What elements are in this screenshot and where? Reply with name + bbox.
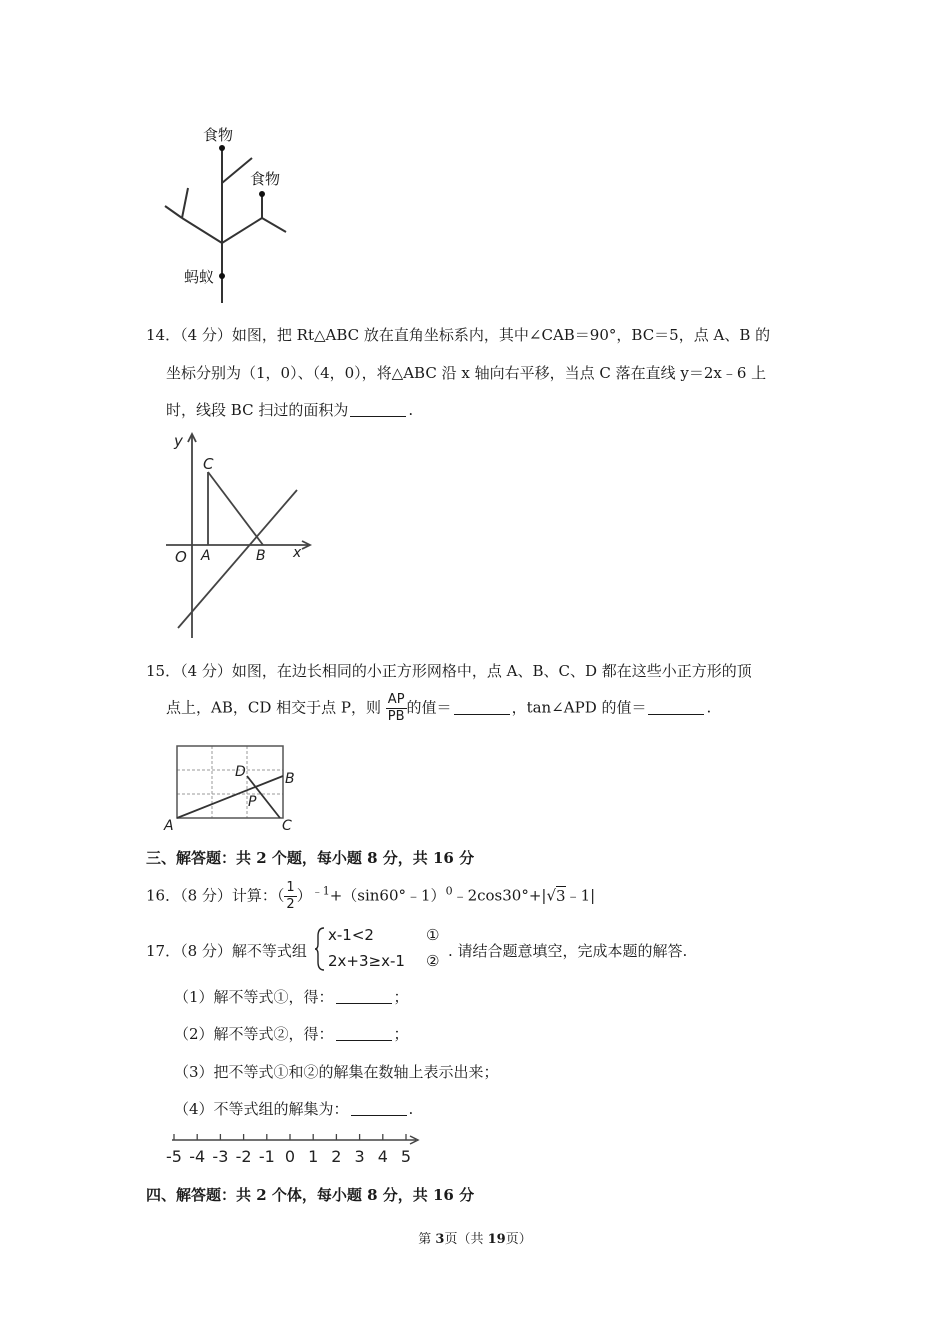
q16-mid2: ﹣2cos30°+| xyxy=(452,886,547,905)
q17-intro: 17．（8 分）解不等式组 xyxy=(146,942,307,960)
label-c: C xyxy=(282,818,292,834)
section-three-heading: 三、解答题：共 2 个题，每小题 8 分，共 16 分 xyxy=(146,849,475,867)
q14-line3-end: . xyxy=(408,401,414,419)
q16-end: ﹣1| xyxy=(565,886,596,905)
tick-label: 1 xyxy=(308,1147,319,1166)
label-b: B xyxy=(256,548,266,564)
coordinate-figure xyxy=(160,430,320,645)
label-b: B xyxy=(285,771,295,787)
q16 xyxy=(146,880,595,913)
brace-icon xyxy=(314,926,326,972)
q14-line2: 坐标分别为（1，0）、（4，0），将△ABC 沿 x 轴向右平移，当点 C 落在直线 y＝2x﹣6 上 xyxy=(166,364,767,382)
step1-end: ； xyxy=(393,988,409,1006)
step4-end: . xyxy=(408,1100,414,1118)
sqrt-sign: √ xyxy=(546,886,557,905)
q15-line2-text: 点上，AB，CD 相交于点 P，则 xyxy=(166,698,381,717)
q17-step2 xyxy=(174,1023,409,1044)
q14-line3 xyxy=(166,399,413,420)
step2-text: （2）解不等式②，得： xyxy=(174,1025,334,1043)
one-half-fraction xyxy=(284,880,296,913)
answer-blank-1[interactable] xyxy=(454,700,510,715)
step2-end: ； xyxy=(393,1025,409,1043)
answer-blank-step4[interactable] xyxy=(351,1101,407,1116)
footer-post: 页） xyxy=(505,1232,532,1247)
q16-paren: ） xyxy=(296,886,312,905)
segment-ab xyxy=(177,776,283,818)
q17-step4 xyxy=(174,1098,413,1119)
q15-line2-mid2: ，tan∠APD 的值＝ xyxy=(511,698,647,717)
label-c: C xyxy=(203,455,214,473)
ant-label: 蚂蚁 xyxy=(184,268,215,286)
inequality-2: 2x+3≥x-1 xyxy=(328,952,405,970)
tick-label: 2 xyxy=(331,1147,342,1166)
label-y: y xyxy=(174,432,183,450)
mark-1: ① xyxy=(426,926,440,944)
q16-mid: +（sin60°﹣1） xyxy=(329,886,446,905)
q17-step1 xyxy=(174,986,409,1007)
label-p: P xyxy=(248,794,257,810)
q17-step3: （3）把不等式①和②的解集在数轴上表示出来； xyxy=(174,1063,499,1081)
q14-line3-text: 时，线段 BC 扫过的面积为 xyxy=(166,401,349,419)
footer-page: 3 xyxy=(435,1232,445,1247)
food-top-label: 食物 xyxy=(203,126,234,144)
tick-label: 4 xyxy=(377,1147,388,1166)
tick-label: -4 xyxy=(189,1147,206,1166)
label-a: A xyxy=(164,818,174,834)
q15-line2-mid: 的值＝ xyxy=(406,698,452,717)
fraction-denominator: PB xyxy=(387,709,405,724)
exponent-neg-one: ﹣1 xyxy=(311,884,330,898)
answer-blank-2[interactable] xyxy=(648,700,704,715)
fraction-numerator: AP xyxy=(386,692,407,709)
tick-label: -3 xyxy=(212,1147,229,1166)
q14-line1: 14．（4 分）如图，把 Rt△ABC 放在直角坐标系内，其中∠CAB＝90°，BC＝5，点 A、B 的 xyxy=(146,326,771,344)
tick-label: 5 xyxy=(400,1147,412,1166)
label-a: A xyxy=(201,548,211,564)
q15-line2-end: . xyxy=(706,698,712,717)
exponent-zero: 0 xyxy=(445,884,453,898)
label-o: O xyxy=(175,548,187,566)
grid-figure xyxy=(160,738,305,834)
side-cb xyxy=(208,472,263,545)
ap-over-pb-fraction xyxy=(386,692,407,725)
step1-text: （1）解不等式①，得： xyxy=(174,988,334,1006)
label-d: D xyxy=(235,764,246,780)
q16-text: 16．（8 分）计算：（ xyxy=(146,886,285,905)
page-footer xyxy=(0,1228,950,1247)
tick-label: -5 xyxy=(166,1147,182,1166)
mark-2: ② xyxy=(426,952,440,970)
answer-blank-step1[interactable] xyxy=(336,989,392,1004)
tick-label: -2 xyxy=(235,1147,252,1166)
number-line xyxy=(160,1130,430,1170)
fraction-numerator: 1 xyxy=(286,880,295,895)
footer-pre: 第 xyxy=(418,1232,436,1247)
tick-label: 3 xyxy=(354,1147,365,1166)
label-x: x xyxy=(293,545,302,561)
footer-total: 19 xyxy=(487,1232,506,1247)
inequality-1: x-1<2 xyxy=(328,926,374,944)
section-four-heading: 四、解答题：共 2 个体，每小题 8 分，共 16 分 xyxy=(146,1186,475,1204)
ant-food-figure xyxy=(160,118,300,308)
fraction-denominator: 2 xyxy=(286,897,295,912)
q15-line1: 15．（4 分）如图，在边长相同的小正方形网格中，点 A、B、C、D 都在这些小正方形的顶 xyxy=(146,662,752,680)
answer-blank[interactable] xyxy=(350,402,406,417)
step4-text: （4）不等式组的解集为： xyxy=(174,1100,349,1118)
food-top-dot xyxy=(219,145,225,151)
tick-label: 0 xyxy=(284,1147,296,1166)
sqrt-radicand: 3 xyxy=(556,886,566,905)
footer-mid: 页（共 xyxy=(444,1232,488,1247)
q15-line2 xyxy=(166,692,711,725)
answer-blank-step2[interactable] xyxy=(336,1026,392,1041)
food-right-label: 食物 xyxy=(250,170,281,188)
ant-dot xyxy=(219,273,225,279)
q17-instruction: . 请结合题意填空，完成本题的解答. xyxy=(448,942,688,960)
food-right-dot xyxy=(259,191,265,197)
tick-label: -1 xyxy=(258,1147,275,1166)
